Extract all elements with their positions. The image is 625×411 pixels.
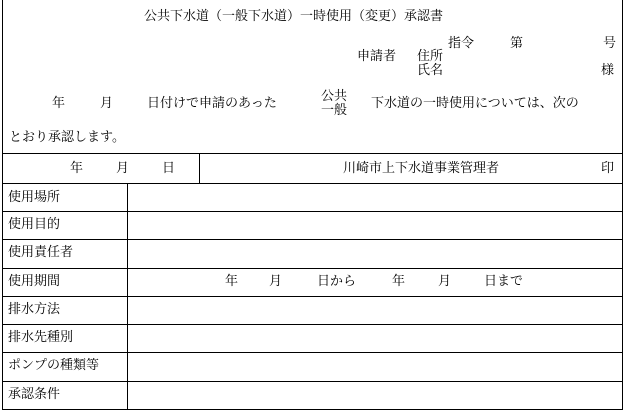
row-label-drainage-type: 排水先種別 bbox=[8, 330, 74, 345]
body-nen: 年 bbox=[52, 96, 66, 111]
body-kokyo: 公共 bbox=[321, 89, 348, 104]
row-label-pump-type: ポンプの種類等 bbox=[8, 358, 100, 373]
sama-label: 様 bbox=[601, 63, 615, 78]
period-tsuki2: 月 bbox=[438, 274, 452, 289]
shirei-label: 指令 bbox=[448, 36, 475, 51]
period-nen2: 年 bbox=[392, 274, 406, 289]
body-date-suffix: 日付けで申請のあった bbox=[147, 96, 277, 111]
row-label-purpose: 使用目的 bbox=[8, 217, 61, 232]
row-label-period: 使用期間 bbox=[8, 274, 61, 289]
date-nen: 年 bbox=[70, 161, 84, 176]
applicant-label: 申請者 bbox=[357, 49, 397, 64]
go-label: 号 bbox=[603, 36, 617, 51]
dai-label: 第 bbox=[510, 36, 524, 51]
period-nen1: 年 bbox=[225, 274, 239, 289]
period-until: 日まで bbox=[484, 274, 524, 289]
authority-name: 川崎市上下水道事業管理者 bbox=[343, 161, 500, 176]
address-label: 住所 bbox=[417, 49, 444, 64]
row-label-responsible: 使用責任者 bbox=[8, 245, 74, 260]
form-title: 公共下水道（一般下水道）一時使用（変更）承認書 bbox=[144, 9, 444, 24]
row-label-conditions: 承認条件 bbox=[8, 387, 61, 402]
seal-mark: 印 bbox=[601, 161, 615, 176]
date-tsuki: 月 bbox=[116, 161, 130, 176]
body-ippan: 一般 bbox=[321, 103, 348, 118]
date-hi: 日 bbox=[162, 161, 176, 176]
body-rest: 下水道の一時使用については、次の bbox=[371, 96, 579, 111]
period-from: 日から bbox=[317, 274, 357, 289]
row-label-location: 使用場所 bbox=[8, 190, 61, 205]
period-tsuki1: 月 bbox=[269, 274, 283, 289]
name-label: 氏名 bbox=[417, 63, 444, 78]
body-tsuki: 月 bbox=[100, 96, 114, 111]
body-line2: とおり承認します。 bbox=[9, 130, 125, 145]
form-border bbox=[2, 0, 623, 410]
row-label-drainage-method: 排水方法 bbox=[8, 302, 61, 317]
